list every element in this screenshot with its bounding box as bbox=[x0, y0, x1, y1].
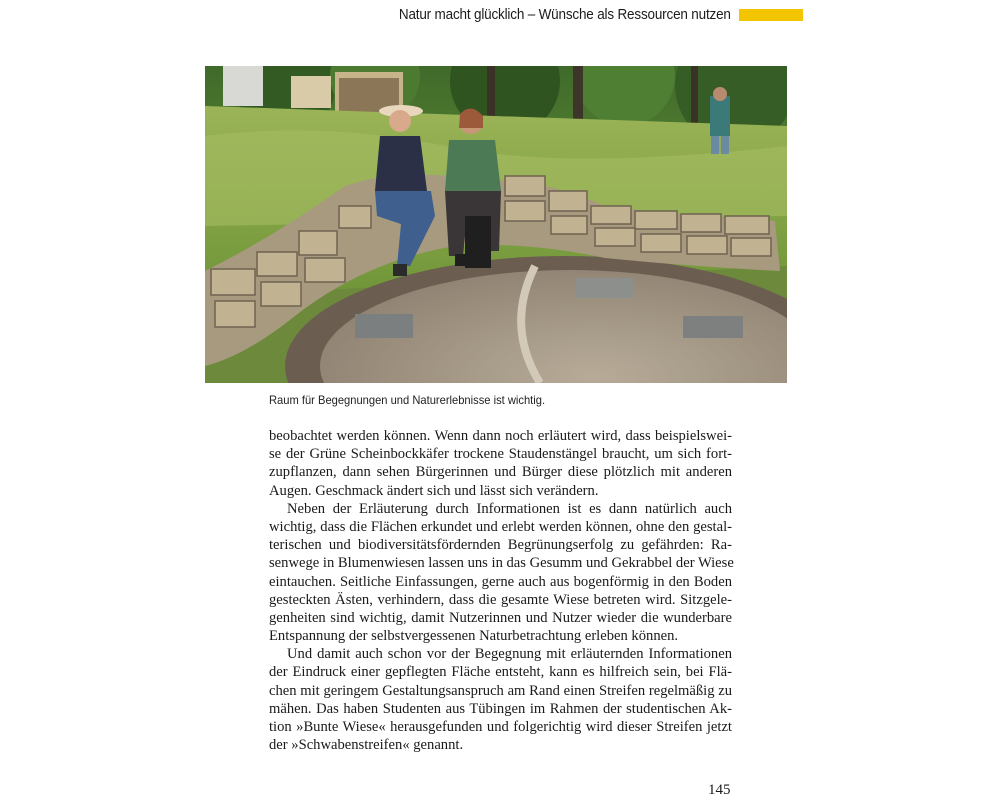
text-line: zupflanzen, dann sehen Bürgerinnen und Bürger diese plötzlich mit anderen bbox=[269, 464, 732, 481]
text-line: der »Schwabenstreifen« genannt. bbox=[269, 737, 464, 754]
text-line: Neben der Erläuterung durch Informationen ist es dann natürlich auch bbox=[287, 500, 732, 517]
text-line: terischen und biodiversitätsfördernden Begrünungserfolg zu gefährden: Ra- bbox=[269, 537, 732, 554]
text-line: genheiten sind wichtig, damit Nutzerinnen und Nutzer wieder die wunderbare bbox=[269, 609, 732, 626]
figure-caption: Raum für Begegnungen und Naturerlebnisse ist wichtig. bbox=[269, 393, 546, 407]
text-line: wichtig, dass die Flächen erkundet und erlebt werden können, ohne den gestal- bbox=[269, 518, 732, 535]
header-accent-bar bbox=[739, 9, 803, 21]
text-line: beobachtet werden können. Wenn dann noch erläutert wird, dass beispielswei- bbox=[269, 428, 732, 444]
text-line: Augen. Geschmack ändert sich und lässt sich verändern. bbox=[269, 482, 599, 499]
text-line: Entspannung der selbstvergessenen Naturbetrachtung erleben können. bbox=[269, 628, 679, 645]
text-line: senwege in Blumenwiesen lassen uns in das Gesumm und Gekrabbel der Wiese bbox=[269, 555, 734, 572]
text-line: chen mit geringem Gestaltungsanspruch am Rand einen Streifen regelmäßig zu bbox=[269, 682, 732, 699]
text-line: eintauchen. Seitliche Einfassungen, gerne auch aus bogenförmig in den Boden bbox=[269, 573, 732, 590]
garden-photo-illustration bbox=[205, 66, 787, 383]
text-line: der Eindruck einer gepflegten Fläche entsteht, kann es hilfreich sein, bei Flä- bbox=[269, 664, 732, 681]
page-number: 145 bbox=[708, 782, 731, 798]
text-line: se der Grüne Scheinbockkäfer trockene Staudenstängel braucht, um sich fort- bbox=[269, 446, 732, 463]
body-text bbox=[269, 427, 732, 754]
text-line: Und damit auch schon vor der Begegnung mit erläuternden Informationen bbox=[287, 646, 732, 663]
text-line: mähen. Das haben Studenten aus Tübingen im Rahmen der studentischen Ak- bbox=[269, 700, 732, 717]
running-header-title: Natur macht glücklich – Wünsche als Ressourcen nutzen bbox=[399, 6, 731, 23]
garden-photo bbox=[205, 66, 787, 383]
text-line: gesteckten Ästen, verhindern, dass die gesamte Wiese betreten wird. Sitzgele- bbox=[269, 591, 732, 608]
text-line: tion »Bunte Wiese« herausgefunden und folgerichtig wird dieser Streifen jetzt bbox=[269, 719, 732, 735]
